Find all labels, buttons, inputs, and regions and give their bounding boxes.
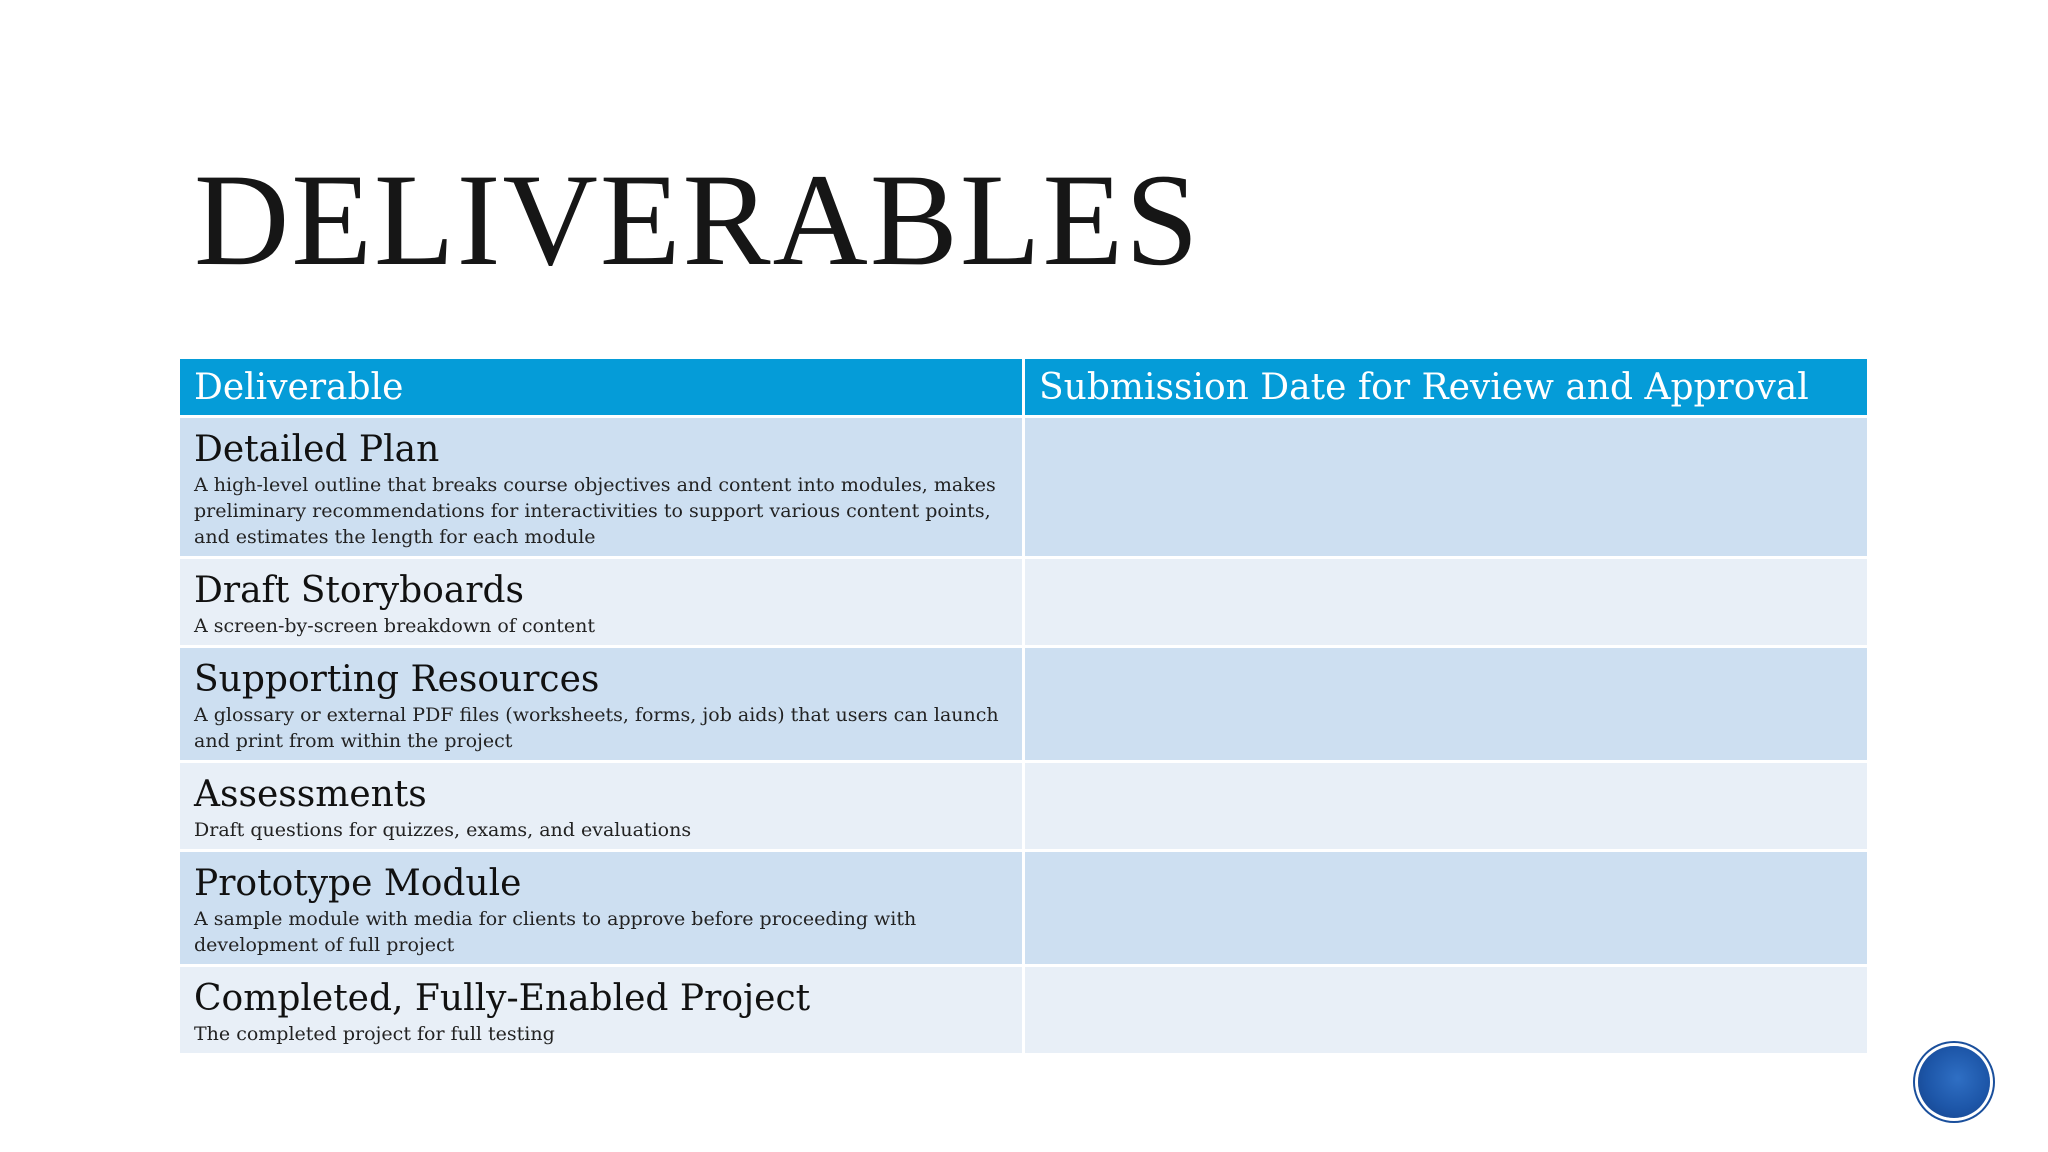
deliverables-table — [180, 356, 1870, 1056]
deliverable-description: A screen-by-screen breakdown of content — [194, 615, 595, 637]
table-row — [180, 418, 1867, 556]
column-header-submission-date: Submission Date for Review and Approval — [1025, 359, 1867, 415]
deliverable-cell — [180, 418, 1022, 556]
deliverable-name: Draft Storyboards — [194, 570, 525, 611]
deliverable-cell — [180, 559, 1022, 645]
submission-date-cell[interactable] — [1025, 852, 1867, 964]
deliverable-cell — [180, 763, 1022, 849]
deliverable-name: Assessments — [194, 774, 427, 815]
submission-date-cell[interactable] — [1025, 763, 1867, 849]
logo-badge-icon — [1918, 1046, 1990, 1118]
submission-date-cell[interactable] — [1025, 648, 1867, 760]
deliverable-name: Prototype Module — [194, 863, 522, 904]
submission-date-cell[interactable] — [1025, 967, 1867, 1053]
table-row — [180, 648, 1867, 760]
column-header-deliverable: Deliverable — [180, 359, 1022, 415]
deliverable-name: Supporting Resources — [194, 659, 600, 700]
slide-title: DELIVERABLES — [194, 146, 1201, 293]
deliverable-cell — [180, 852, 1022, 964]
submission-date-cell[interactable] — [1025, 559, 1867, 645]
table-row — [180, 967, 1867, 1053]
table-header-row — [180, 359, 1867, 415]
deliverable-cell — [180, 648, 1022, 760]
table-row — [180, 852, 1867, 964]
submission-date-cell[interactable] — [1025, 418, 1867, 556]
deliverable-description: A sample module with media for clients to approve before proceeding with development of full project — [194, 908, 917, 956]
deliverable-description: The completed project for full testing — [194, 1023, 555, 1045]
deliverable-description: A high-level outline that breaks course objectives and content into modules, makes preliminary recommendations for interactivities to support various content points, and estimates the length for each module — [194, 474, 996, 548]
deliverable-name: Completed, Fully-Enabled Project — [194, 978, 811, 1019]
deliverable-name: Detailed Plan — [194, 429, 440, 470]
deliverable-description: A glossary or external PDF files (worksheets, forms, job aids) that users can launch and print from within the project — [194, 704, 999, 752]
table-row — [180, 559, 1867, 645]
deliverable-cell — [180, 967, 1022, 1053]
table-row — [180, 763, 1867, 849]
deliverable-description: Draft questions for quizzes, exams, and evaluations — [194, 819, 692, 841]
